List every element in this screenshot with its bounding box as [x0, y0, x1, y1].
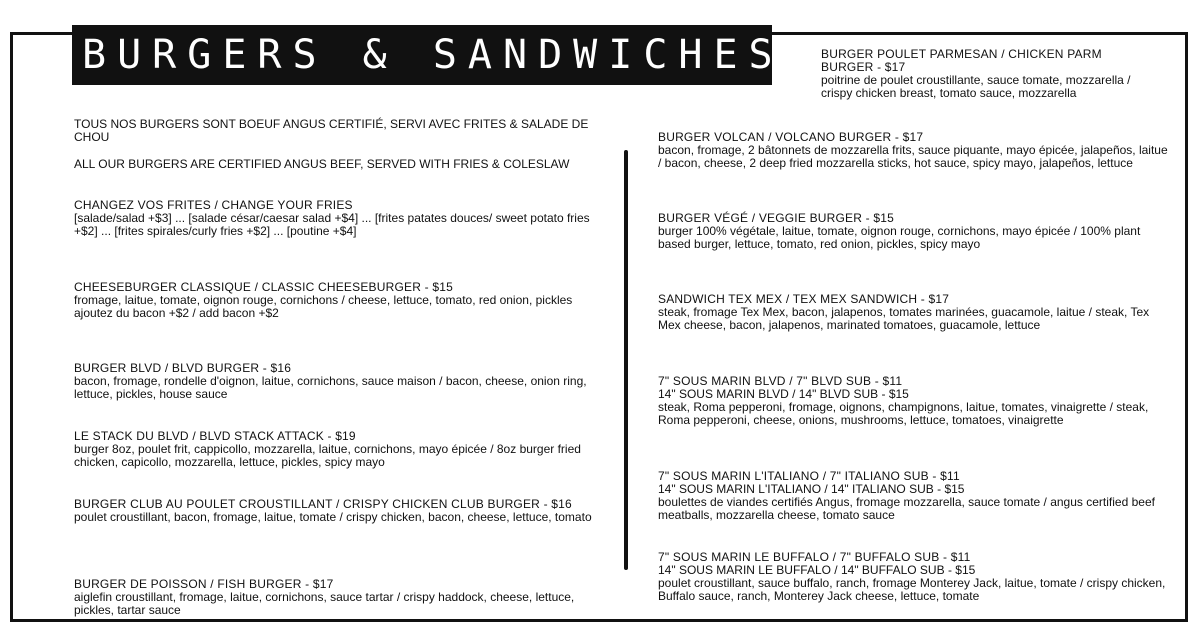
- menu-item-title: BURGER VÉGÉ / VEGGIE BURGER - $15: [658, 211, 894, 225]
- menu-item-title: SANDWICH TEX MEX / TEX MEX SANDWICH - $17: [658, 292, 950, 306]
- menu-item-title: 7" SOUS MARIN L'ITALIANO / 7" ITALIANO SUB - $11: [658, 469, 960, 483]
- menu-item-blvd-stack-attack: [74, 430, 594, 469]
- intro-english: [74, 158, 594, 171]
- fries-list: [salade/salad +$3] ... [salade césar/caesar salad +$4] ... [frites patates douces/ sweet potato fries +$2] ... [frites spirales/curly fries +$2] ... [poutine +$4]: [74, 211, 590, 238]
- menu-item-title: LE STACK DU BLVD / BLVD STACK ATTACK - $19: [74, 429, 356, 443]
- menu-item-description: bacon, fromage, 2 bâtonnets de mozzarella frits, sauce piquante, mayo épicée, jalapeños, laitue / bacon, cheese, 2 deep fried mozzarella sticks, hot sauce, spicy mayo, jalapeños, lettuce: [658, 143, 1168, 170]
- menu-item-description: fromage, laitue, tomate, oignon rouge, cornichons / cheese, lettuce, tomato, red onion, pickles: [74, 293, 573, 307]
- menu-item-description: steak, Roma pepperoni, fromage, oignons, champignons, laitue, tomates, vinaigrette / steak, Roma pepperoni, cheese, onions, mushrooms, lettuce, tomatoes, vinaigrette: [658, 400, 1149, 427]
- menu-item-description: poulet croustillant, sauce buffalo, ranch, fromage Monterey Jack, laitue, tomate / crispy chicken, Buffalo sauce, ranch, Monterey Jack cheese, lettuce, tomate: [658, 576, 1166, 603]
- menu-item-title: BURGER VOLCAN / VOLCANO BURGER - $17: [658, 130, 924, 144]
- menu-item-title: BURGER POULET PARMESAN / CHICKEN PARM BURGER - $17: [821, 47, 1102, 74]
- menu-item-title: BURGER DE POISSON / FISH BURGER - $17: [74, 577, 334, 591]
- page-title: BURGERS & SANDWICHES: [82, 32, 784, 78]
- menu-item-veggie-burger: [658, 212, 1168, 251]
- menu-item-chicken-parm-burger: [821, 48, 1151, 100]
- menu-item-description: burger 8oz, poulet frit, cappicollo, mozzarella, laitue, cornichons, mayo épicée / 8oz burger fried chicken, capicollo, mozzarella, lettuce, pickles, spicy mayo: [74, 442, 581, 469]
- menu-item-crispy-chicken-club: [74, 498, 594, 524]
- fries-options: [74, 199, 594, 238]
- intro-english-text: ALL OUR BURGERS ARE CERTIFIED ANGUS BEEF, SERVED WITH FRIES & COLESLAW: [74, 157, 570, 171]
- fries-heading: CHANGEZ VOS FRITES / CHANGE YOUR FRIES: [74, 198, 353, 212]
- menu-item-blvd-sub: [658, 375, 1168, 427]
- menu-item-description: boulettes de viandes certifiés Angus, fromage mozzarella, sauce tomate / angus certified beef meatballs, mozzarella cheese, tomato sauce: [658, 495, 1155, 522]
- menu-item-title-secondary: 14" SOUS MARIN L'ITALIANO / 14" ITALIANO SUB - $15: [658, 482, 965, 496]
- menu-item-title: BURGER BLVD / BLVD BURGER - $16: [74, 361, 292, 375]
- menu-item-tex-mex-sandwich: [658, 293, 1168, 332]
- menu-item-description: bacon, fromage, rondelle d'oignon, laitue, cornichons, sauce maison / bacon, cheese, onion ring, lettuce, pickles, house sauce: [74, 374, 587, 401]
- menu-item-blvd-burger: [74, 362, 594, 401]
- menu-item-title: BURGER CLUB AU POULET CROUSTILLANT / CRISPY CHICKEN CLUB BURGER - $16: [74, 497, 572, 511]
- intro-french-text: TOUS NOS BURGERS SONT BOEUF ANGUS CERTIFIÉ, SERVI AVEC FRITES & SALADE DE CHOU: [74, 117, 589, 144]
- menu-item-description: steak, fromage Tex Mex, bacon, jalapenos, tomates marinées, guacamole, laitue / steak, Tex Mex cheese, bacon, jalapenos, marinated tomatoes, guacamole, lettuce: [658, 305, 1150, 332]
- column-divider: [624, 150, 628, 570]
- menu-item-description: poulet croustillant, bacon, fromage, laitue, tomate / crispy chicken, bacon, cheese, lettuce, tomato: [74, 510, 592, 524]
- menu-item-classic-cheeseburger: [74, 281, 594, 320]
- menu-item-title: 7" SOUS MARIN BLVD / 7" BLVD SUB - $11: [658, 374, 903, 388]
- menu-item-description: poitrine de poulet croustillante, sauce tomate, mozzarella / crispy chicken breast, tomato sauce, mozzarella: [821, 73, 1131, 100]
- menu-item-fish-burger: [74, 578, 594, 617]
- menu-item-buffalo-sub: [658, 551, 1168, 603]
- menu-item-description: burger 100% végétale, laitue, tomate, oignon rouge, cornichons, mayo épicée / 100% plant based burger, lettuce, tomato, red onion, pickles, spicy mayo: [658, 224, 1141, 251]
- title-banner: [72, 25, 784, 85]
- intro-french: [74, 118, 594, 144]
- menu-item-title: 7" SOUS MARIN LE BUFFALO / 7" BUFFALO SUB - $11: [658, 550, 971, 564]
- menu-item-title-secondary: 14" SOUS MARIN BLVD / 14" BLVD SUB - $15: [658, 387, 909, 401]
- menu-item-description: aiglefin croustillant, fromage, laitue, cornichons, sauce tartar / crispy haddock, cheese, lettuce, pickles, tartar sauce: [74, 590, 575, 617]
- menu-item-title: CHEESEBURGER CLASSIQUE / CLASSIC CHEESEBURGER - $15: [74, 280, 453, 294]
- menu-item-volcano-burger: [658, 131, 1168, 170]
- menu-item-addon: ajoutez du bacon +$2 / add bacon +$2: [74, 306, 279, 320]
- menu-item-italiano-sub: [658, 470, 1168, 522]
- menu-item-title-secondary: 14" SOUS MARIN LE BUFFALO / 14" BUFFALO SUB - $15: [658, 563, 976, 577]
